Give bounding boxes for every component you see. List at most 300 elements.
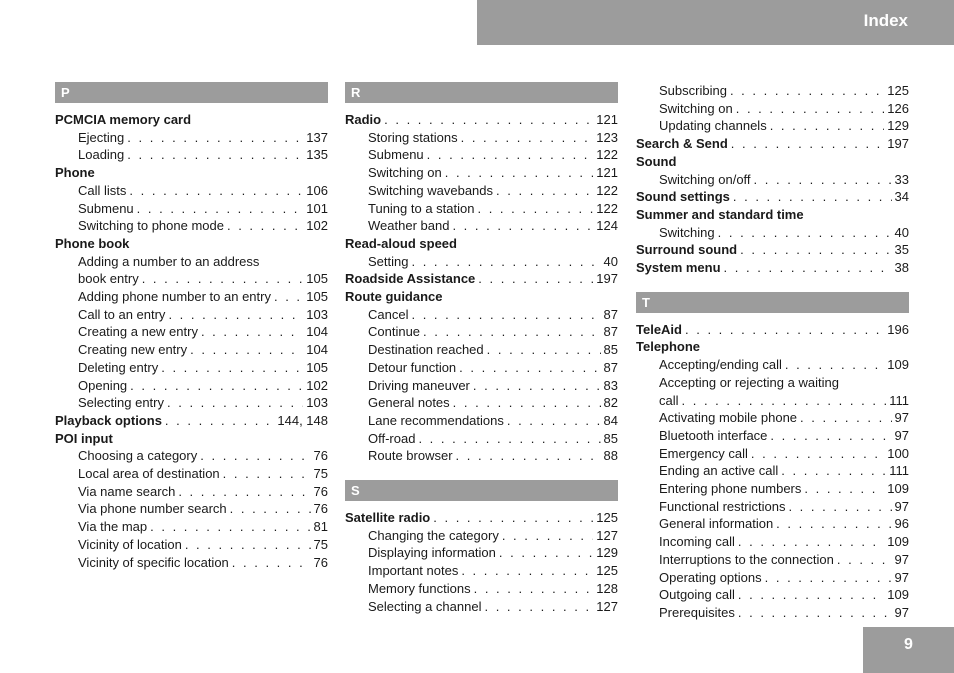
entry-text: Continue xyxy=(368,324,421,340)
entry-text: Detour function xyxy=(368,359,457,375)
dot-leader xyxy=(788,498,891,516)
dot-leader xyxy=(724,259,892,277)
page-reference: 97 xyxy=(894,551,909,567)
index-subentry xyxy=(55,270,328,288)
index-subentry xyxy=(345,562,618,580)
dot-leader xyxy=(411,306,600,324)
page-reference: 122 xyxy=(596,147,618,163)
entry-text: Route guidance xyxy=(345,289,443,305)
page-reference: 127 xyxy=(596,598,618,614)
page-reference: 128 xyxy=(596,580,618,596)
entry-text: POI input xyxy=(55,430,113,446)
dot-leader xyxy=(167,394,303,412)
entry-text: Ending an active call xyxy=(659,463,779,479)
header-bar xyxy=(477,0,954,45)
entry-text: Entering phone numbers xyxy=(659,481,802,497)
entry-text: Changing the category xyxy=(368,527,499,543)
entry-text: Search & Send xyxy=(636,136,728,152)
entry-text: Switching wavebands xyxy=(368,182,494,198)
dot-leader xyxy=(837,551,892,569)
index-subentry xyxy=(636,462,909,480)
entry-text: Surround sound xyxy=(636,242,738,258)
dot-leader xyxy=(433,509,593,527)
page-reference: 76 xyxy=(313,448,328,464)
page-reference: 124 xyxy=(596,218,618,234)
index-subentry xyxy=(55,129,328,147)
index-subentry xyxy=(636,171,909,189)
section-header-s: S xyxy=(345,480,618,501)
dot-leader xyxy=(223,465,311,483)
index-subentry xyxy=(345,217,618,235)
entry-text: Via name search xyxy=(78,483,176,499)
page-reference: 123 xyxy=(596,129,618,145)
entry-text: Roadside Assistance xyxy=(345,271,476,287)
dot-leader xyxy=(502,527,593,545)
entry-text: Telephone xyxy=(636,339,701,355)
page-reference: 106 xyxy=(306,182,328,198)
index-subentry xyxy=(55,536,328,554)
page-reference: 34 xyxy=(894,189,909,205)
dot-leader xyxy=(201,323,303,341)
dot-leader xyxy=(751,445,884,463)
dot-leader xyxy=(733,188,892,206)
entry-text: Memory functions xyxy=(368,580,471,596)
index-subentry xyxy=(345,394,618,412)
index-subentry xyxy=(345,164,618,182)
page-number: 9 xyxy=(904,636,913,653)
index-subentry xyxy=(345,598,618,616)
entry-text: Creating new entry xyxy=(78,342,188,358)
entry-text: Subscribing xyxy=(659,83,727,98)
dot-leader xyxy=(736,100,885,118)
dot-leader xyxy=(137,200,304,218)
page-reference: 85 xyxy=(603,342,618,358)
entry-text: Selecting entry xyxy=(78,395,164,411)
index-subentry xyxy=(55,146,328,164)
index-subentry xyxy=(636,356,909,374)
index-subentry xyxy=(636,569,909,587)
page-reference: 76 xyxy=(313,483,328,499)
index-entry xyxy=(636,338,909,356)
page-reference: 82 xyxy=(603,395,618,411)
page-reference: 109 xyxy=(887,481,909,497)
page-reference: 109 xyxy=(887,534,909,550)
page-reference: 104 xyxy=(306,324,328,340)
dot-leader xyxy=(738,533,884,551)
dot-leader xyxy=(161,359,303,377)
index-entry xyxy=(345,288,618,306)
dot-leader xyxy=(740,241,891,259)
dot-leader xyxy=(150,518,310,536)
entry-text: General notes xyxy=(368,395,450,411)
page-reference: 125 xyxy=(887,83,909,98)
page-reference: 103 xyxy=(306,306,328,322)
dot-leader xyxy=(168,306,303,324)
page-reference: 121 xyxy=(596,112,618,127)
entry-text: Satellite radio xyxy=(345,510,431,526)
index-subentry xyxy=(636,533,909,551)
page-reference: 100 xyxy=(887,445,909,461)
dot-leader xyxy=(776,515,891,533)
page-reference: 96 xyxy=(894,516,909,532)
entry-text: Choosing a category xyxy=(78,448,198,464)
entry-text: Selecting a channel xyxy=(368,598,482,614)
page-reference: 121 xyxy=(596,165,618,181)
page-reference: 38 xyxy=(894,260,909,276)
dot-leader xyxy=(682,392,887,410)
page-reference: 97 xyxy=(894,427,909,443)
page-reference: 197 xyxy=(596,271,618,287)
dot-leader xyxy=(427,146,594,164)
index-entry xyxy=(636,241,909,259)
dot-leader xyxy=(507,412,601,430)
dot-leader xyxy=(185,536,311,554)
entry-text: Phone xyxy=(55,165,95,181)
page-reference: 122 xyxy=(596,200,618,216)
entry-text: call xyxy=(659,392,679,408)
dot-leader xyxy=(200,447,310,465)
dot-leader xyxy=(770,117,885,135)
page-reference: 102 xyxy=(306,218,328,234)
index-entry xyxy=(345,509,618,527)
page-reference: 83 xyxy=(603,377,618,393)
page-reference: 196 xyxy=(887,321,909,337)
index-column-3 xyxy=(636,82,909,622)
index-subentry xyxy=(55,182,328,200)
page-reference: 97 xyxy=(894,604,909,620)
entry-text: Phone book xyxy=(55,235,130,251)
entry-text: Local area of destination xyxy=(78,466,220,482)
dot-leader xyxy=(731,135,885,153)
dot-leader xyxy=(190,341,303,359)
entry-text: Switching xyxy=(659,224,715,240)
page-reference: 125 xyxy=(596,510,618,526)
dot-leader xyxy=(127,146,303,164)
index-subentry xyxy=(55,377,328,395)
dot-leader xyxy=(685,321,884,339)
index-subentry xyxy=(636,498,909,516)
index-subentry xyxy=(55,200,328,218)
index-subentry xyxy=(636,392,909,410)
entry-text: Incoming call xyxy=(659,534,735,550)
entry-text: Sound xyxy=(636,153,677,169)
entry-text: Switching to phone mode xyxy=(78,218,224,234)
index-column-2 xyxy=(345,82,618,615)
index-subentry xyxy=(345,359,618,377)
entry-text: Submenu xyxy=(368,147,424,163)
index-subentry xyxy=(636,480,909,498)
entry-text: System menu xyxy=(636,260,721,276)
page-reference: 109 xyxy=(887,357,909,373)
page-reference: 75 xyxy=(313,466,328,482)
dot-leader xyxy=(423,323,600,341)
dot-leader xyxy=(178,483,310,501)
entry-text: Weather band xyxy=(368,218,450,234)
entry-text: Creating a new entry xyxy=(78,324,198,340)
page-reference: 122 xyxy=(596,182,618,198)
page-reference: 111 xyxy=(889,392,909,408)
entry-text: Switching on xyxy=(659,100,733,116)
page-reference: 40 xyxy=(603,253,618,269)
entry-text: Off-road xyxy=(368,430,416,446)
dot-leader xyxy=(461,562,593,580)
dot-leader xyxy=(456,447,601,465)
entry-text: Tuning to a station xyxy=(368,200,475,216)
index-entry xyxy=(55,412,328,430)
page-reference: 40 xyxy=(894,224,909,240)
page-reference: 135 xyxy=(306,147,328,163)
entry-text: Destination reached xyxy=(368,342,484,358)
entry-text: PCMCIA memory card xyxy=(55,112,192,127)
page-reference: 87 xyxy=(603,359,618,375)
index-subentry xyxy=(345,306,618,324)
dot-leader xyxy=(738,604,892,622)
dot-leader xyxy=(738,586,884,604)
page-number-tab xyxy=(863,627,954,673)
dot-leader xyxy=(785,356,884,374)
index-subentry xyxy=(636,445,909,463)
index-subentry xyxy=(636,82,909,100)
entry-text: Ejecting xyxy=(78,129,125,145)
index-subentry xyxy=(345,200,618,218)
dot-leader xyxy=(487,341,601,359)
dot-leader xyxy=(474,580,594,598)
index-subentry xyxy=(636,515,909,533)
index-entry xyxy=(345,111,618,129)
entry-text: Activating mobile phone xyxy=(659,410,798,426)
dot-leader xyxy=(232,554,311,572)
index-subentry xyxy=(55,306,328,324)
index-subentry xyxy=(55,359,328,377)
page-reference: 129 xyxy=(887,118,909,134)
page-reference: 111 xyxy=(889,463,909,479)
entry-text: Call to an entry xyxy=(78,306,166,322)
dot-leader xyxy=(384,111,593,129)
index-subentry xyxy=(636,374,909,392)
dot-leader xyxy=(781,462,886,480)
page-reference: 102 xyxy=(306,377,328,393)
page-reference: 87 xyxy=(603,324,618,340)
dot-leader xyxy=(765,569,892,587)
dot-leader xyxy=(499,544,593,562)
index-subentry xyxy=(55,253,328,271)
index-entry xyxy=(345,235,618,253)
entry-text: Prerequisites xyxy=(659,604,735,620)
dot-leader xyxy=(718,224,892,242)
entry-text: Driving maneuver xyxy=(368,377,470,393)
page-title: Index xyxy=(863,11,908,30)
index-entry xyxy=(636,135,909,153)
dot-leader xyxy=(129,182,303,200)
index-subentry xyxy=(345,323,618,341)
index-entry xyxy=(636,188,909,206)
index-subentry xyxy=(55,500,328,518)
entry-text: Opening xyxy=(78,377,128,393)
page-reference: 97 xyxy=(894,410,909,426)
page-reference: 126 xyxy=(887,100,909,116)
index-subentry xyxy=(345,129,618,147)
entry-text: Functional restrictions xyxy=(659,498,786,514)
entry-text: Outgoing call xyxy=(659,587,735,603)
entry-text: Switching on/off xyxy=(659,171,751,187)
dot-leader xyxy=(127,129,303,147)
page-reference: 81 xyxy=(313,519,328,535)
page-reference: 87 xyxy=(603,306,618,322)
entry-text: Via the map xyxy=(78,519,148,535)
section-header-p: P xyxy=(55,82,328,103)
entry-text: Accepting/ending call xyxy=(659,357,782,373)
entry-text: TeleAid xyxy=(636,321,682,337)
dot-leader xyxy=(227,217,303,235)
entry-text: Cancel xyxy=(368,306,409,322)
index-subentry xyxy=(636,117,909,135)
entry-text: Switching on xyxy=(368,165,442,181)
entry-text: Storing stations xyxy=(368,129,458,145)
page-reference: 35 xyxy=(894,242,909,258)
index-subentry xyxy=(636,551,909,569)
dot-leader xyxy=(165,412,274,430)
page-reference: 127 xyxy=(596,527,618,543)
page-reference: 129 xyxy=(596,545,618,561)
dot-leader xyxy=(142,270,304,288)
dot-leader xyxy=(804,480,884,498)
dot-leader xyxy=(730,82,884,100)
index-subentry xyxy=(345,377,618,395)
page-reference: 84 xyxy=(603,412,618,428)
index-subentry xyxy=(345,146,618,164)
index-subentry xyxy=(345,412,618,430)
entry-text: Submenu xyxy=(78,200,134,216)
index-subentry xyxy=(636,586,909,604)
index-subentry xyxy=(345,341,618,359)
dot-leader xyxy=(274,288,303,306)
index-entry xyxy=(55,164,328,182)
entry-text: Interruptions to the connection xyxy=(659,551,834,567)
entry-text: General information xyxy=(659,516,774,532)
page-reference: 85 xyxy=(603,430,618,446)
dot-leader xyxy=(418,430,600,448)
index-entry xyxy=(636,321,909,339)
index-subentry xyxy=(345,544,618,562)
dot-leader xyxy=(770,427,891,445)
dot-leader xyxy=(800,409,892,427)
entry-text: Updating channels xyxy=(659,118,767,134)
index-subentry xyxy=(636,409,909,427)
entry-text: book entry xyxy=(78,271,139,287)
index-subentry xyxy=(345,447,618,465)
page-reference: 109 xyxy=(887,587,909,603)
page-reference: 137 xyxy=(306,129,328,145)
entry-text: Read-aloud speed xyxy=(345,235,457,251)
page-reference: 75 xyxy=(313,536,328,552)
entry-text: Setting xyxy=(368,253,409,269)
index-subentry xyxy=(636,224,909,242)
index-subentry xyxy=(636,100,909,118)
dot-leader xyxy=(230,500,311,518)
entry-text: Via phone number search xyxy=(78,501,227,517)
entry-text: Vicinity of specific location xyxy=(78,554,229,570)
entry-text: Bluetooth interface xyxy=(659,427,768,443)
page-reference: 76 xyxy=(313,501,328,517)
page-reference: 97 xyxy=(894,498,909,514)
index-subentry xyxy=(55,394,328,412)
entry-text: Call lists xyxy=(78,182,127,198)
entry-text: Lane recommendations xyxy=(368,412,504,428)
index-subentry xyxy=(55,465,328,483)
dot-leader xyxy=(411,253,600,271)
index-subentry xyxy=(636,604,909,622)
entry-text: Playback options xyxy=(55,412,162,428)
page-reference: 103 xyxy=(306,395,328,411)
index-entry xyxy=(55,430,328,448)
index-subentry xyxy=(55,554,328,572)
entry-text: Deleting entry xyxy=(78,359,159,375)
index-entry xyxy=(636,206,909,224)
page-reference: 105 xyxy=(306,359,328,375)
dot-leader xyxy=(453,394,601,412)
dot-leader xyxy=(445,164,594,182)
dot-leader xyxy=(477,200,593,218)
entry-text: Important notes xyxy=(368,563,459,579)
dot-leader xyxy=(459,359,600,377)
index-entry xyxy=(55,235,328,253)
entry-text: Vicinity of location xyxy=(78,536,182,552)
index-subentry xyxy=(55,288,328,306)
page-reference: 144, 148 xyxy=(277,412,328,428)
entry-text: Summer and standard time xyxy=(636,206,804,222)
index-subentry xyxy=(345,527,618,545)
index-subentry xyxy=(55,341,328,359)
index-subentry xyxy=(345,182,618,200)
index-subentry xyxy=(55,217,328,235)
page-reference: 105 xyxy=(306,289,328,305)
index-entry xyxy=(636,153,909,171)
page-reference: 101 xyxy=(306,200,328,216)
index-entry xyxy=(345,270,618,288)
page-reference: 76 xyxy=(313,554,328,570)
entry-text: Emergency call xyxy=(659,445,748,461)
section-header-t: T xyxy=(636,292,909,313)
page-reference: 97 xyxy=(894,569,909,585)
index-subentry xyxy=(345,430,618,448)
dot-leader xyxy=(452,217,593,235)
page-reference: 88 xyxy=(603,448,618,464)
entry-text: Adding phone number to an entry xyxy=(78,289,271,305)
dot-leader xyxy=(754,171,892,189)
index-subentry xyxy=(55,323,328,341)
entry-text: Radio xyxy=(345,112,382,127)
index-entry xyxy=(55,111,328,129)
dot-leader xyxy=(478,270,593,288)
index-subentry xyxy=(345,253,618,271)
section-header-r: R xyxy=(345,82,618,103)
dot-leader xyxy=(130,377,303,395)
dot-leader xyxy=(484,598,593,616)
entry-text: Route browser xyxy=(368,448,453,464)
entry-text: Loading xyxy=(78,147,125,163)
entry-text: Operating options xyxy=(659,569,762,585)
dot-leader xyxy=(461,129,594,147)
entry-text: Accepting or rejecting a waiting xyxy=(659,374,839,390)
index-subentry xyxy=(55,447,328,465)
index-subentry xyxy=(636,427,909,445)
page-reference: 104 xyxy=(306,342,328,358)
index-subentry xyxy=(55,518,328,536)
entry-text: Adding a number to an address xyxy=(78,253,260,269)
page-reference: 33 xyxy=(894,171,909,187)
page-reference: 197 xyxy=(887,136,909,152)
entry-text: Displaying information xyxy=(368,545,496,561)
